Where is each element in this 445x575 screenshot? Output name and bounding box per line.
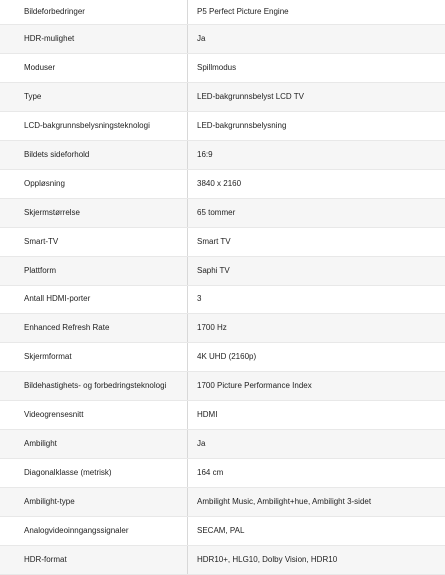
table-row [0,198,445,227]
spec-value: Ambilight Music, Ambilight+hue, Ambilight 3-sidet [188,487,445,516]
spec-label: Antall HDMI-porter [0,285,188,314]
spec-value: Ja [188,430,445,459]
spec-label: Smart-TV [0,227,188,256]
table-row [0,83,445,112]
table-row [0,430,445,459]
spec-label: Skjermformat [0,343,188,372]
spec-label: Diagonalklasse (metrisk) [0,459,188,488]
spec-label: Type [0,83,188,112]
spec-value: HDMI [188,401,445,430]
spec-value: Spillmodus [188,54,445,83]
table-row [0,401,445,430]
spec-label: Oppløsning [0,169,188,198]
spec-value: Smart TV [188,227,445,256]
spec-value: LED-bakgrunnsbelysning [188,111,445,140]
table-row [0,343,445,372]
spec-label: Bildehastighets- og forbedringsteknologi [0,372,188,401]
spec-label: Skjermstørrelse [0,198,188,227]
table-row [0,516,445,545]
spec-value: LED-bakgrunnsbelyst LCD TV [188,83,445,112]
table-row [0,111,445,140]
table-row [0,545,445,574]
spec-label: Plattform [0,256,188,285]
spec-label: Enhanced Refresh Rate [0,314,188,343]
spec-value: 3 [188,285,445,314]
table-row [0,0,445,25]
spec-value: 1700 Picture Performance Index [188,372,445,401]
table-row [0,372,445,401]
table-row [0,487,445,516]
spec-value: 1700 Hz [188,314,445,343]
spec-value: 16:9 [188,140,445,169]
table-row [0,25,445,54]
spec-label: HDR-mulighet [0,25,188,54]
spec-label: Ambilight-type [0,487,188,516]
spec-value: Ja [188,25,445,54]
spec-label: Videogrensesnitt [0,401,188,430]
spec-value: 65 tommer [188,198,445,227]
spec-value: 164 cm [188,459,445,488]
spec-value: SECAM, PAL [188,516,445,545]
spec-value: Saphi TV [188,256,445,285]
spec-label: Ambilight [0,430,188,459]
spec-label: Bildets sideforhold [0,140,188,169]
spec-value: 4K UHD (2160p) [188,343,445,372]
spec-label: Bildeforbedringer [0,0,188,25]
table-row [0,169,445,198]
table-row [0,285,445,314]
spec-label: HDR-format [0,545,188,574]
table-row [0,256,445,285]
table-row [0,314,445,343]
spec-label: Moduser [0,54,188,83]
spec-label: Analogvideoinngangssignaler [0,516,188,545]
table-row [0,54,445,83]
spec-label: LCD-bakgrunnsbelysningsteknologi [0,111,188,140]
table-row [0,140,445,169]
table-row [0,459,445,488]
table-row [0,227,445,256]
spec-value: P5 Perfect Picture Engine [188,0,445,25]
spec-value: 3840 x 2160 [188,169,445,198]
spec-value: HDR10+, HLG10, Dolby Vision, HDR10 [188,545,445,574]
